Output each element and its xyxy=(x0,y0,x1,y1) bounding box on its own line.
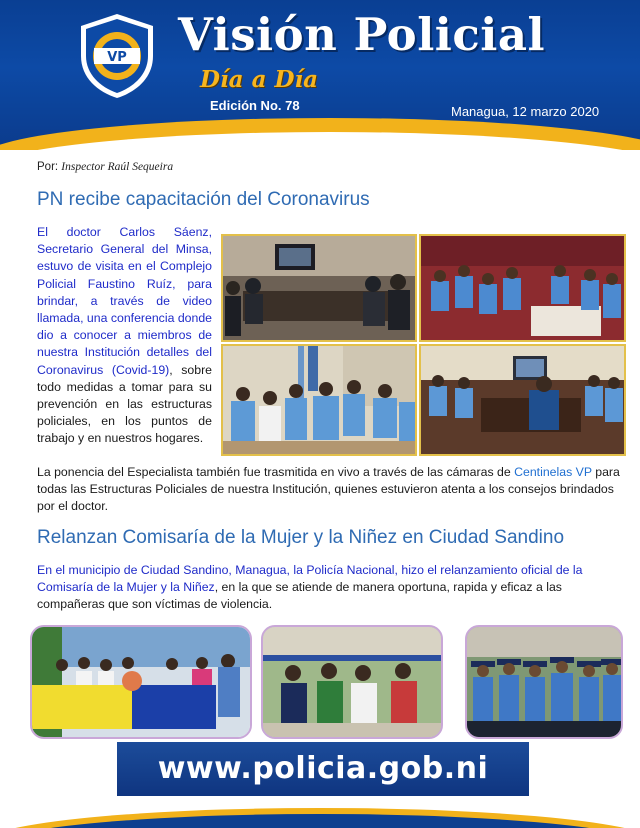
logo-text: VP xyxy=(107,50,127,65)
photo-meeting-room-screen xyxy=(419,344,626,456)
photo-police-officers-group xyxy=(465,625,623,739)
article1-followup-start: La ponencia del Especialista también fue trasmitida en vivo a través de las cámaras de xyxy=(37,465,515,479)
issue-date: Managua, 12 marzo 2020 xyxy=(451,104,600,119)
article1-followup-paragraph xyxy=(37,464,633,516)
publication-title: Visión Policial xyxy=(178,8,546,61)
website-url[interactable]: www.policia.gob.ni xyxy=(157,751,489,786)
article2-paragraph xyxy=(37,562,633,614)
article2-highlight: En el municipio de Ciudad Sandino, Managua, la Policía Nacional, hizo el relanzamiento oficial de la Comisaría de la Mujer y la Niñez xyxy=(37,563,583,595)
article2-heading: Relanzan Comisaría de la Mujer y la Niñez en Ciudad Sandino xyxy=(37,527,565,548)
photo-audience-classroom xyxy=(419,234,626,342)
footer-swoosh xyxy=(0,796,640,828)
vp-shield-logo-icon xyxy=(78,12,156,100)
photo-relaunch-ceremony-table xyxy=(30,625,252,739)
photo-women-attendees xyxy=(261,625,443,739)
photo-conference-video-call xyxy=(221,234,417,342)
article1-heading: PN recibe capacitación del Coronavirus xyxy=(37,189,370,210)
article1-intro-rest: , sobre todo medidas a tomar para su prevención en las estructuras policiales, en los puntos de trabajo y en nuestros hogares. xyxy=(37,362,212,446)
article1-intro-highlight: El doctor Carlos Sáenz, Secretario General del Minsa, estuvo de visita en el Complejo Policial Faustino Ruíz, para brindar, a través de video llamada, una conferencia donde dio a conocer a miembros de nuestra Institución detalles del Coronavirus (Covid-19) xyxy=(37,225,213,377)
publication-subtitle: Día a Día xyxy=(200,66,319,93)
masthead xyxy=(0,0,640,150)
photo-officers-seated xyxy=(221,344,417,456)
article2-rest: , en la que se atiende de manera oportuna, rapida y eficaz a las compañeras que son víctimas de violencia. xyxy=(37,580,562,612)
website-banner[interactable] xyxy=(117,742,529,796)
byline xyxy=(37,161,173,173)
centinelas-vp-link[interactable]: Centinelas VP xyxy=(514,465,592,479)
byline-author: Inspector Raúl Sequeira xyxy=(61,161,174,173)
article1-intro-paragraph xyxy=(37,224,212,448)
edition-number: Edición No. 78 xyxy=(210,98,300,113)
byline-label: Por: xyxy=(37,161,59,173)
article1-followup-end: para todas las Estructuras Policiales de nuestra Institución, quienes estuvieron atenta a los consejos brindados por el doctor. xyxy=(37,465,620,514)
